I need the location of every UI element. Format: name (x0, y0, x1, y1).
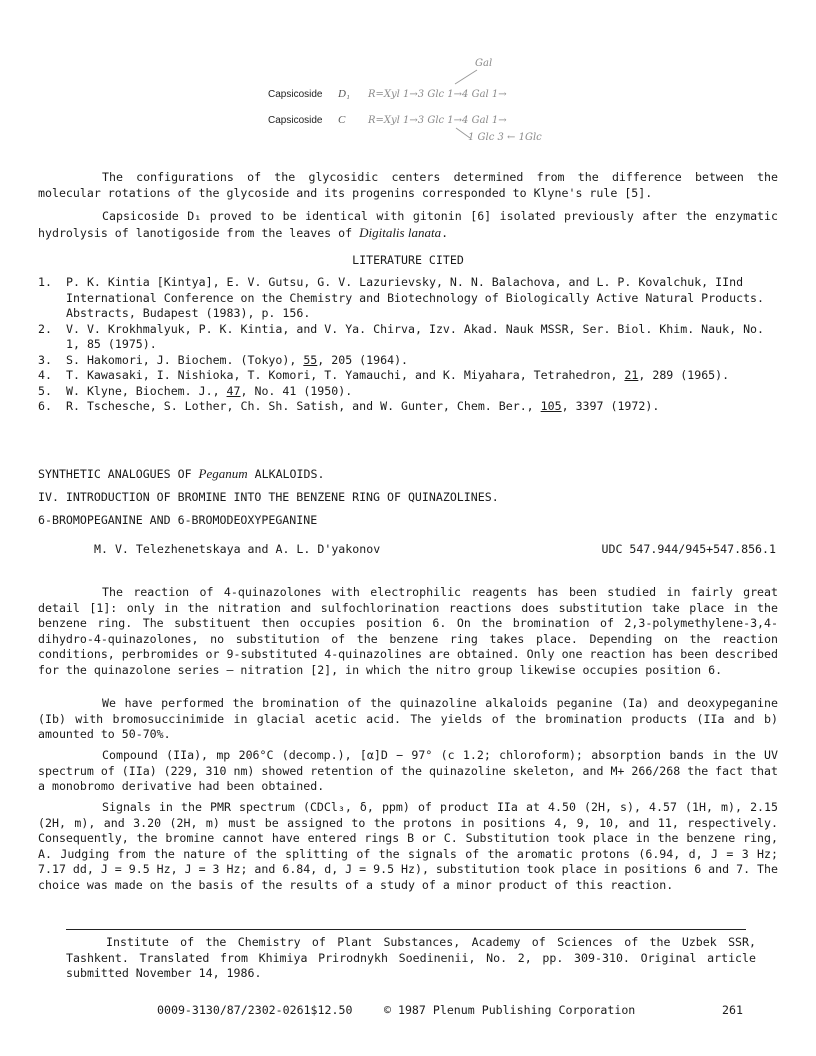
paragraph-capsicoside: Capsicoside D₁ proved to be identical with gitonin [6] isolated previously after the enzymatic hydrolysis of lanotigoside from the leaves of Digitalis lanata. (38, 209, 778, 240)
compound-structure: R=Xyl 1→3 Glc 1→4 Gal 1→ (368, 115, 507, 126)
footnote-rule (66, 929, 746, 930)
body-paragraph-4: Signals in the PMR spectrum (CDCl₃, δ, ppm) of product IIa at 4.50 (2H, s), 4.57 (1H, m), 2.15 (2H, m), and 3.20 (2H, m) must be assigned to the protons in positions 4, 9, 10, and 11, respectively. Consequently, the bromine cannot have entered rings B or C. Substitution took place in the benzene ring, A. Judging from the nature of the splitting of the signals of the aromatic protons (6.94, d, J = 3 Hz; 7.17 dd, J = 9.5 Hz, J = 3 Hz; and 6.84, d, J = 9.5 Hz), substitution took place in positions 6 and 7. The choice was made on the basis of the results of a study of a minor product of this reaction. (38, 800, 778, 892)
article-title-line-2: IV. INTRODUCTION OF BROMINE INTO THE BENZENE RING OF QUINAZOLINES. (38, 490, 499, 504)
capsicoside-formula (268, 58, 588, 148)
article-title-line-1: SYNTHETIC ANALOGUES OF Peganum ALKALOIDS. (38, 466, 325, 481)
reference-item: 5. W. Klyne, Biochem. J., 47, No. 41 (1950). (38, 383, 353, 398)
compound-suffix: C (338, 114, 346, 126)
body-paragraph-3: Compound (IIa), mp 206°C (decomp.), [α]D − 97° (c 1.2; chloroform); absorption bands in the UV spectrum of (IIa) (229, 310 nm) showed retention of the quinazoline skeleton, and M+ 266/268 the fact that a monobromo derivative had been obtained. (38, 748, 778, 793)
reference-list (38, 275, 778, 415)
article-authors: M. V. Telezhenetskaya and A. L. D'yakonov (94, 542, 381, 556)
copyright-notice: © 1987 Plenum Publishing Corporation (384, 1003, 636, 1017)
reference-item: 4. T. Kawasaki, I. Nishioka, T. Komori, T. Yamauchi, and K. Miyahara, Tetrahedron, 21, 289 (1965). (38, 368, 730, 382)
reference-item: 6. R. Tschesche, S. Lother, Ch. Sh. Satish, and W. Gunter, Chem. Ber., 105, 3397 (1972). (38, 399, 660, 413)
compound-suffix: D₁ (338, 88, 350, 100)
formula-top-sugar: Gal (475, 58, 493, 69)
formula-row-c (268, 114, 507, 126)
formula-row-d1 (268, 88, 507, 100)
paragraph-configurations: The configurations of the glycosidic centers determined from the difference between the molecular rotations of the glycoside and its progenins corresponded to Klyne's rule [5]. (38, 170, 778, 200)
body-paragraph-2: We have performed the bromination of the quinazoline alkaloids peganine (Ia) and deoxypeganine (Ib) with bromosuccinimide in glacial acetic acid. The yields of the bromination products (IIa and b) amounted to 50-70%. (38, 696, 778, 741)
compound-name: Capsicoside (268, 115, 323, 126)
literature-heading: LITERATURE CITED (352, 253, 464, 267)
compound-name: Capsicoside (268, 89, 323, 100)
body-paragraph-1: The reaction of 4-quinazolones with electrophilic reagents has been studied in fairly great detail [1]: only in the nitration and sulfochlorination reactions does substitution take place in the benzene ring. The substituent then occupies position 6. On the bromination of 2,3-polymethylene-3,4-dihydro-4-quinazolones, no substitution of the benzene ring takes place. Depending on the reaction conditions, perbromides or 9-substituted 4-quinazolines are obtained. Only one reaction has been described for the quinazolone series — nitration [2], in which the nitro group likewise occupies position 6. (38, 585, 778, 677)
formula-bottom-sugars: 1 Glc 3 ← 1Glc (468, 132, 542, 143)
reference-item: 2. V. V. Krokhmalyuk, P. K. Kintia, and V. Ya. Chirva, Izv. Akad. Nauk MSSR, Ser. Biol. Khim. Nauk, No. 1, 85 (1975). (38, 321, 765, 351)
udc-code: UDC 547.944/945+547.856.1 (601, 542, 776, 556)
reference-item: 1. P. K. Kintia [Kintya], E. V. Gutsu, G. V. Lazurievsky, N. N. Balachova, and L. P. Kovalchuk, IInd International Conference on the Chemistry and Biotechnology of Biologically Active Natural Products. Abstracts, Budapest (1983), p. 156. (38, 275, 765, 320)
article-title-line-3: 6-BROMOPEGANINE AND 6-BROMODEOXYPEGANINE (38, 513, 318, 527)
journal-code: 0009-3130/87/2302-0261$12.50 (157, 1003, 353, 1017)
formula-branch-line-top (453, 68, 483, 86)
compound-structure: R=Xyl 1→3 Glc 1→4 Gal 1→ (368, 89, 507, 100)
page-number: 261 (722, 1003, 743, 1017)
reference-item: 3. S. Hakomori, J. Biochem. (Tokyo), 55, 205 (1964). (38, 352, 409, 367)
affiliation-footnote: Institute of the Chemistry of Plant Substances, Academy of Sciences of the Uzbek SSR, Tashkent. Translated from Khimiya Prirodnykh Soedinenii, No. 2, pp. 309-310. Original article submitted November 14, 1986. (66, 935, 756, 980)
